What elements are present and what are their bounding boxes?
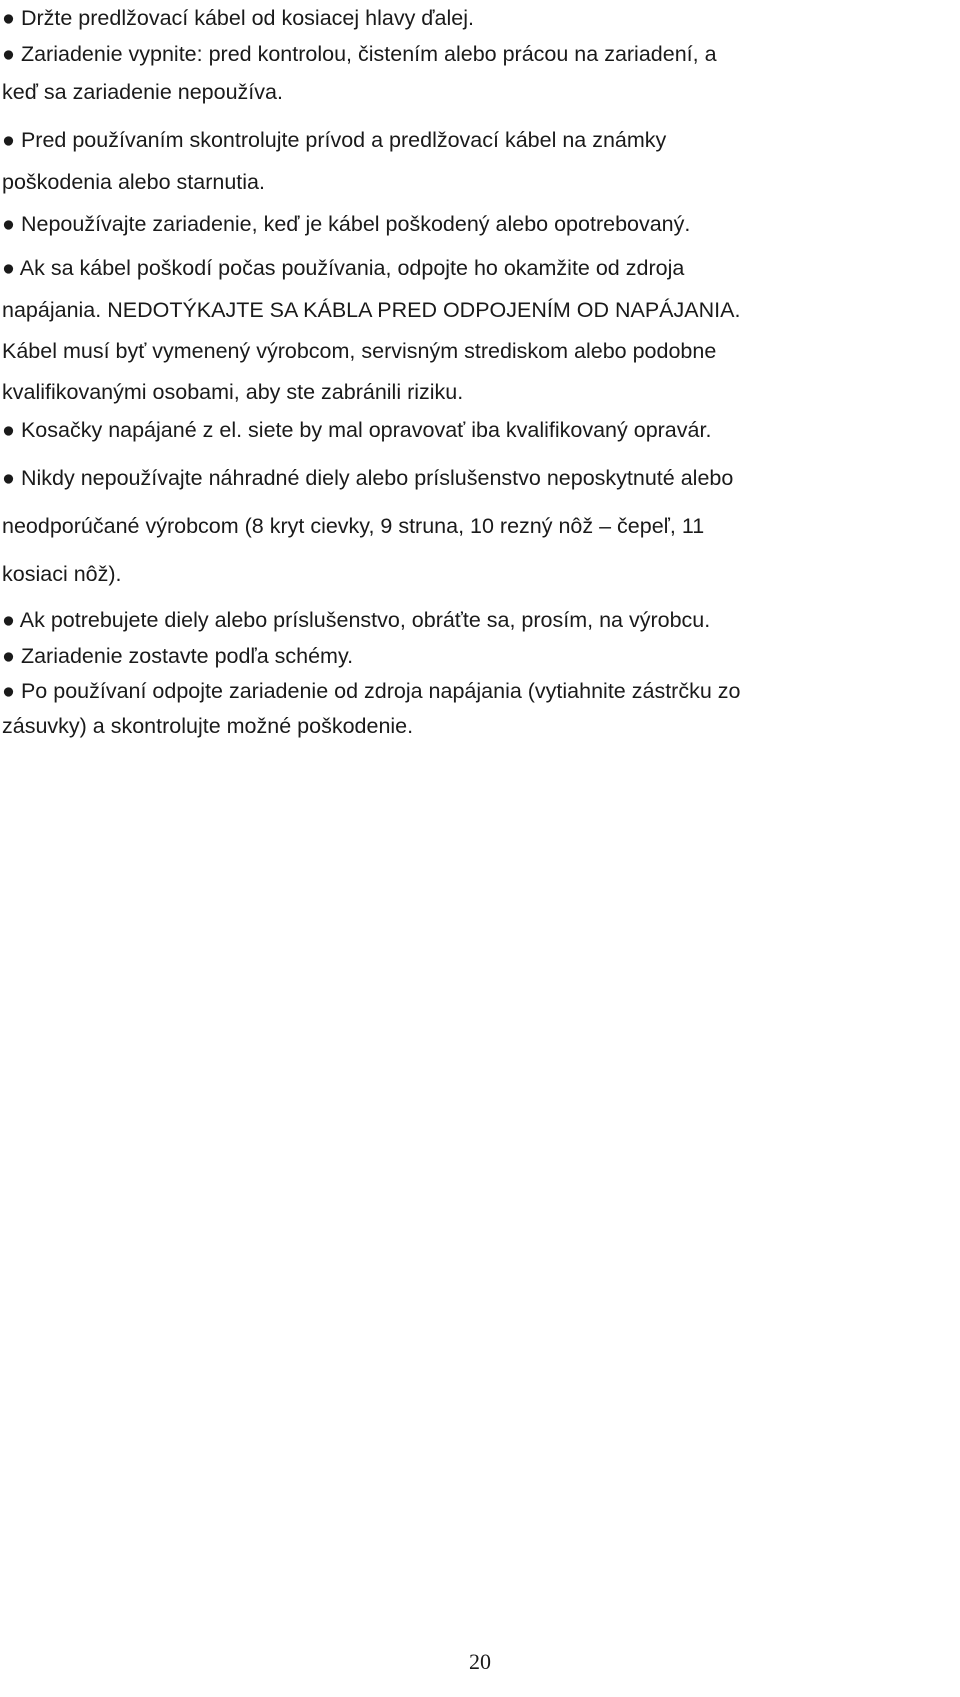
text-line: ● Zariadenie vypnite: pred kontrolou, čistením alebo prácou na zariadení, a [2, 42, 717, 66]
text-line: kvalifikovanými osobami, aby ste zabránili riziku. [2, 380, 464, 404]
text-line: poškodenia alebo starnutia. [2, 170, 265, 194]
text-line: kosiaci nôž). [2, 562, 122, 586]
text-line: Kábel musí byť vymenený výrobcom, servisným strediskom alebo podobne [2, 339, 717, 363]
text-line: napájania. NEDOTÝKAJTE SA KÁBLA PRED ODPOJENÍM OD NAPÁJANIA. [2, 298, 741, 322]
text-line: ● Držte predlžovací kábel od kosiacej hlavy ďalej. [2, 6, 474, 30]
text-line: ● Nikdy nepoužívajte náhradné diely alebo príslušenstvo neposkytnuté alebo [2, 466, 734, 490]
text-line: ● Ak sa kábel poškodí počas používania, odpojte ho okamžite od zdroja [2, 256, 685, 280]
text-line: ● Nepoužívajte zariadenie, keď je kábel poškodený alebo opotrebovaný. [2, 212, 691, 236]
text-line: keď sa zariadenie nepoužíva. [2, 80, 283, 104]
text-line: ● Ak potrebujete diely alebo príslušenstvo, obráťte sa, prosím, na výrobcu. [2, 608, 711, 632]
text-line: ● Kosačky napájané z el. siete by mal opravovať iba kvalifikovaný opravár. [2, 418, 712, 442]
text-line: ● Po používaní odpojte zariadenie od zdroja napájania (vytiahnite zástrčku zo [2, 679, 741, 703]
text-line: ● Pred používaním skontrolujte prívod a predlžovací kábel na známky [2, 128, 667, 152]
page-number: 20 [469, 1649, 491, 1674]
text-line: ● Zariadenie zostavte podľa schémy. [2, 644, 354, 668]
text-line: neodporúčané výrobcom (8 kryt cievky, 9 struna, 10 rezný nôž – čepeľ, 11 [2, 514, 705, 538]
text-line: zásuvky) a skontrolujte možné poškodenie. [2, 714, 414, 738]
